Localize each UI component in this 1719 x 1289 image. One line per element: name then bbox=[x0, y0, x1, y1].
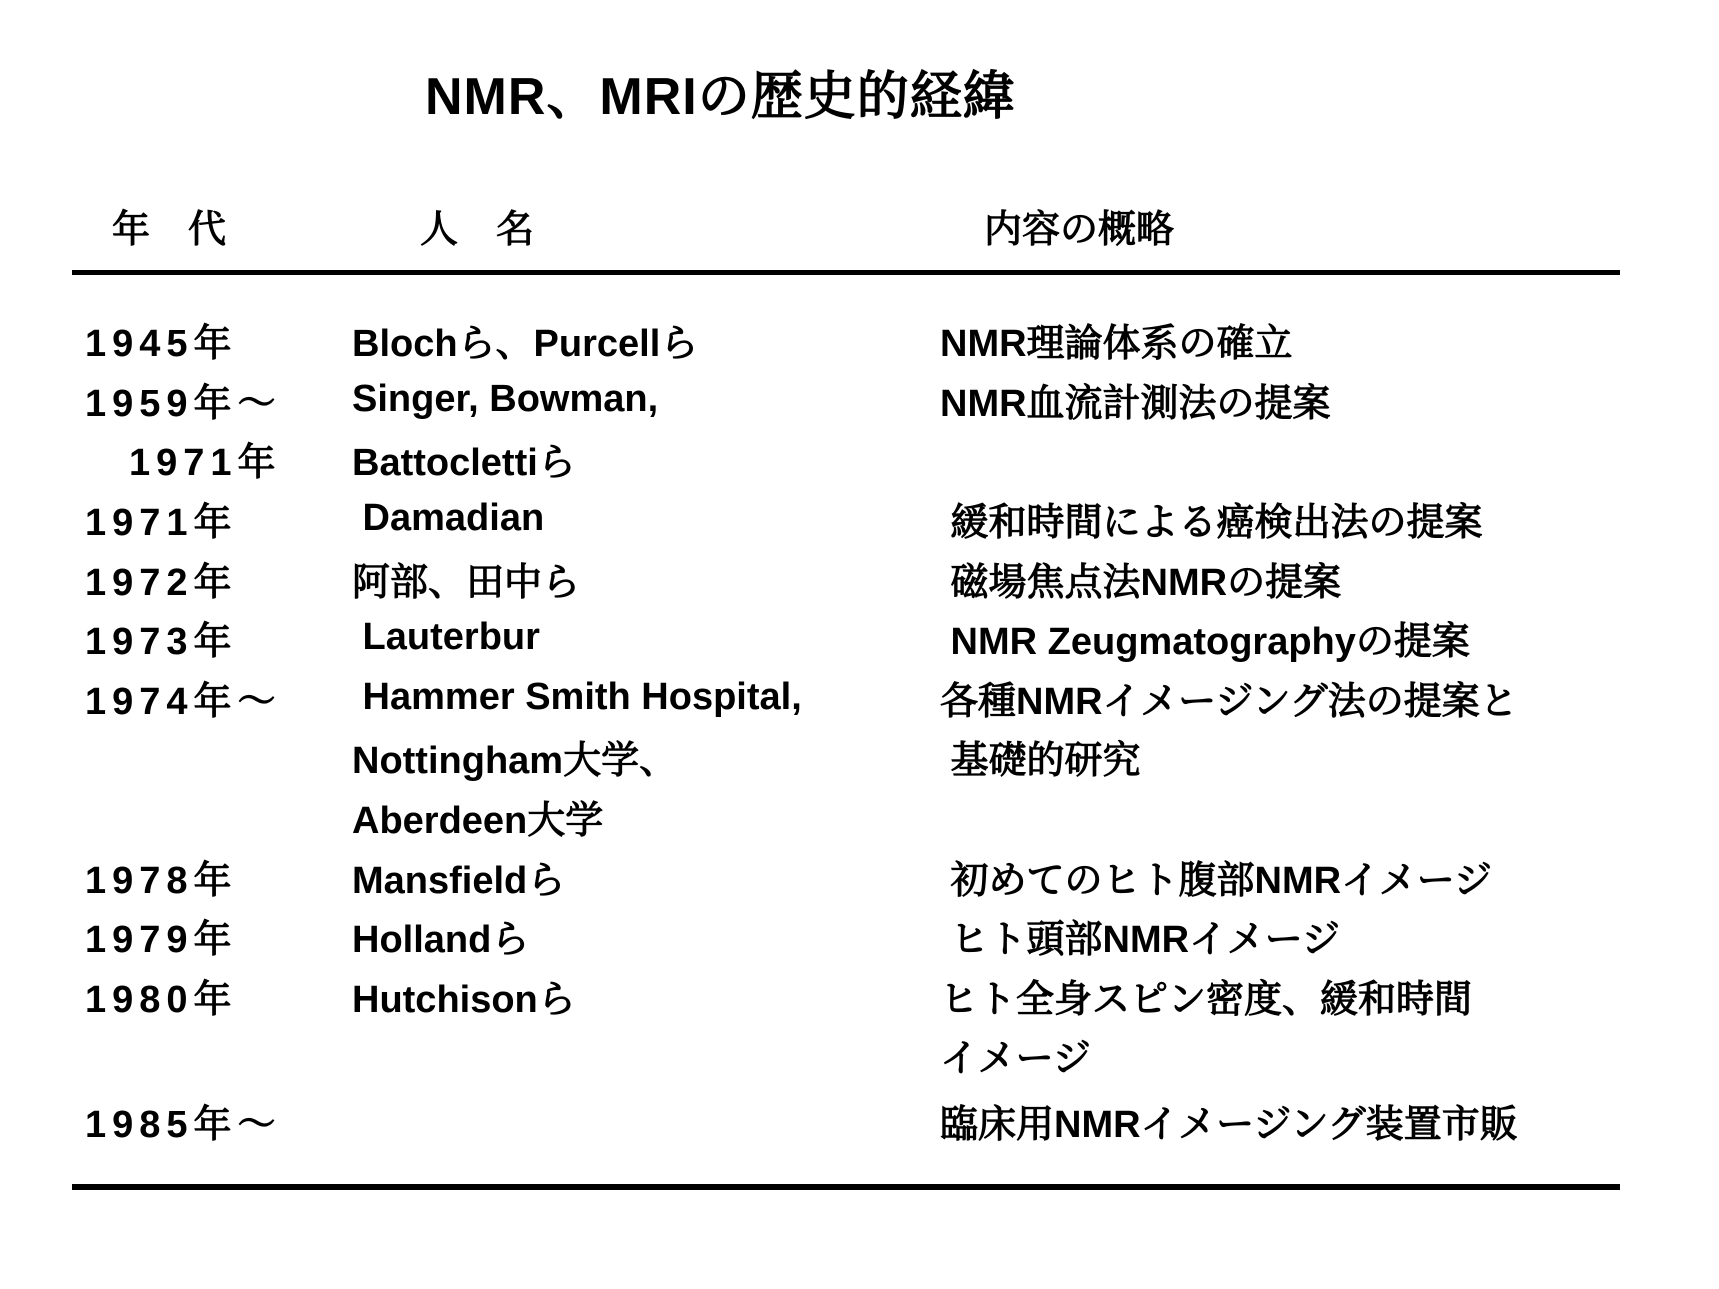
summary-cell: 初めてのヒト腹部NMRイメージ bbox=[940, 859, 1492, 902]
year-cell: 1959年～ bbox=[85, 382, 282, 425]
year-cell: 1945年 bbox=[85, 323, 238, 366]
year-cell: 1974年～ bbox=[85, 680, 282, 723]
year-cell: 1985年～ bbox=[85, 1104, 282, 1147]
person-cell: Hammer Smith Hospital, bbox=[352, 675, 802, 718]
header-rule bbox=[72, 270, 1620, 275]
summary-cell: ヒト全身スピン密度、緩和時間 bbox=[940, 978, 1473, 1021]
table-row bbox=[0, 727, 1719, 787]
year-cell: 1980年 bbox=[85, 978, 238, 1021]
table-row bbox=[0, 966, 1719, 1026]
footer-rule bbox=[72, 1184, 1620, 1190]
column-header-year: 年 代 bbox=[112, 209, 227, 251]
person-cell: Nottingham大学、 bbox=[352, 740, 678, 783]
summary-cell: NMR Zeugmatographyの提案 bbox=[940, 621, 1470, 664]
table-row bbox=[0, 1091, 1719, 1151]
person-cell: Mansfieldら bbox=[352, 859, 566, 902]
table-row bbox=[0, 489, 1719, 549]
column-header-description: 内容の概略 bbox=[984, 209, 1175, 251]
table-row bbox=[0, 310, 1719, 370]
summary-cell: 各種NMRイメージング法の提案と bbox=[940, 680, 1518, 723]
summary-cell: 基礎的研究 bbox=[940, 740, 1141, 783]
summary-cell: ヒト頭部NMRイメージ bbox=[940, 919, 1340, 962]
person-cell: 阿部、田中ら bbox=[352, 561, 581, 604]
summary-cell: イメージ bbox=[940, 1038, 1091, 1081]
page-title: NMR、MRIの歴史的経緯 bbox=[425, 68, 1016, 126]
person-cell: Damadian bbox=[352, 497, 545, 540]
table-row bbox=[0, 1025, 1719, 1085]
year-cell: 1973年 bbox=[85, 621, 238, 664]
summary-cell: NMR血流計測法の提案 bbox=[940, 382, 1331, 425]
table-row bbox=[0, 370, 1719, 430]
year-cell: 1972年 bbox=[85, 561, 238, 604]
summary-cell: 緩和時間による癌検出法の提案 bbox=[940, 502, 1483, 545]
table-row bbox=[0, 608, 1719, 668]
year-cell: 1979年 bbox=[85, 919, 238, 962]
column-header-name: 人 名 bbox=[420, 209, 535, 251]
table-row bbox=[0, 906, 1719, 966]
person-cell: Singer, Bowman, bbox=[352, 377, 659, 420]
year-cell: 1971年 bbox=[85, 442, 282, 485]
summary-cell: NMR理論体系の確立 bbox=[940, 323, 1293, 366]
person-cell: Battoclettiら bbox=[352, 442, 576, 485]
table-row bbox=[0, 846, 1719, 906]
history-table bbox=[0, 310, 1719, 1150]
summary-cell: 磁場焦点法NMRの提案 bbox=[940, 561, 1342, 604]
table-row bbox=[0, 548, 1719, 608]
table-row bbox=[0, 787, 1719, 847]
person-cell: Hutchisonら bbox=[352, 978, 576, 1021]
person-cell: Blochら、Purcellら bbox=[352, 323, 699, 366]
year-cell: 1971年 bbox=[85, 502, 238, 545]
person-cell: Hollandら bbox=[352, 919, 530, 962]
table-row bbox=[0, 429, 1719, 489]
person-cell: Lauterbur bbox=[352, 616, 540, 659]
summary-cell: 臨床用NMRイメージング装置市販 bbox=[940, 1104, 1518, 1147]
person-cell: Aberdeen大学 bbox=[352, 800, 604, 843]
table-row bbox=[0, 668, 1719, 728]
year-cell: 1978年 bbox=[85, 859, 238, 902]
